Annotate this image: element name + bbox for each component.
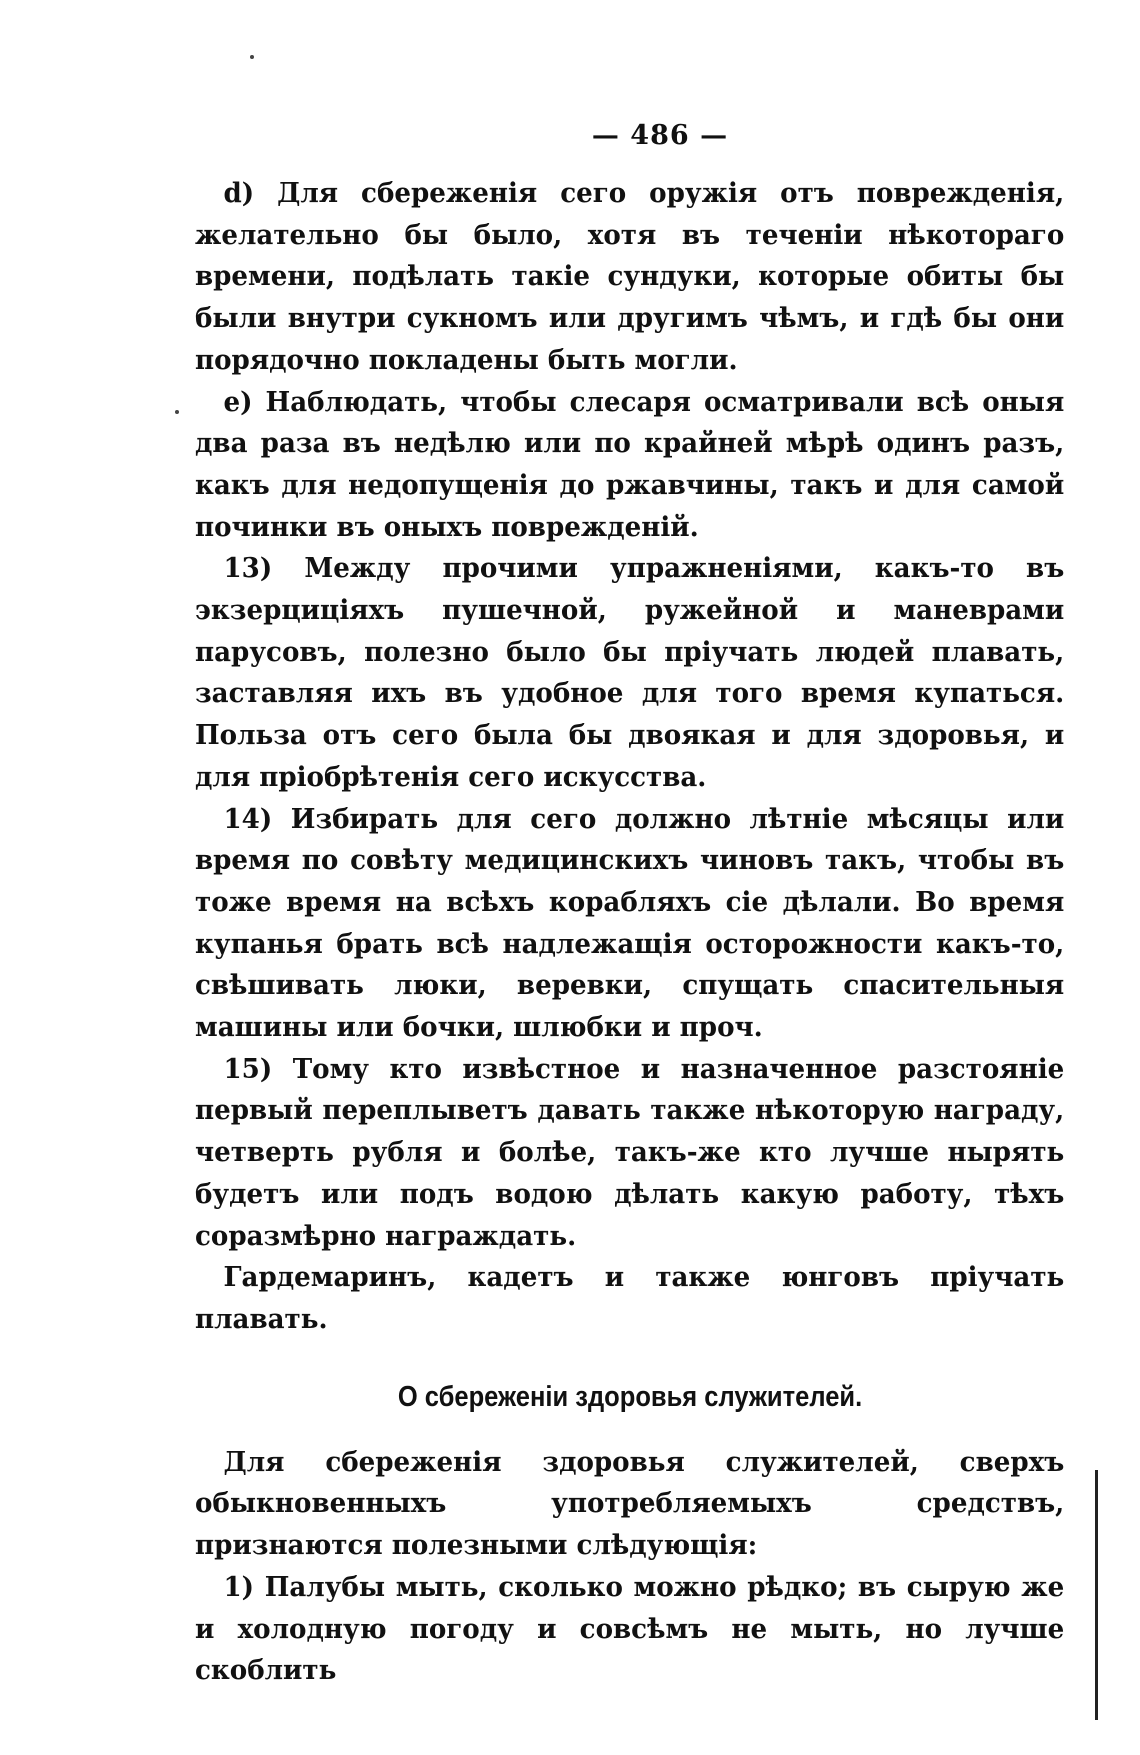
section-heading: О сбереженіи здоровья служителей.: [397, 1380, 863, 1413]
page-number: — 486 —: [591, 120, 729, 151]
page-edge-mark: [1095, 1470, 1098, 1720]
scan-speck: [175, 410, 179, 414]
scan-speck: [250, 55, 254, 59]
paragraph-e: е) Наблюдать, чтобы слесаря осматривали всѣ оныя два раза въ недѣлю или по крайней мѣрѣ одинъ разъ, какъ для недопущенія до ржавчины, такъ и для самой починки въ оныхъ поврежденій.: [195, 385, 1065, 543]
paragraph-15: 15) Тому кто извѣстное и назначенное разстояніе первый переплыветъ давать также нѣкоторую награду, четверть рубля и болѣе, такъ-же кто лучше нырять будетъ или подъ водою дѣлать какую работу, тѣхъ соразмѣрно награждать.: [195, 1052, 1065, 1252]
paragraph-d: d) Для сбереженія сего оружія отъ поврежденія, желательно бы было, хотя въ теченіи нѣкотораго времени, подѣлать такіе сундуки, которые обиты бы были внутри сукномъ или другимъ чѣмъ, и гдѣ бы они порядочно покладены быть могли.: [195, 177, 1065, 376]
paragraph-14: 14) Избирать для сего должно лѣтніе мѣсяцы или время по совѣту медицинскихъ чиновъ такъ, чтобы въ тоже время на всѣхъ корабляхъ сіе дѣлали. Во время купанья брать всѣ надлежащія осторожности какъ-то, свѣшивать люки, веревки, спущать спасительныя машины или бочки, шлюбки и проч.: [195, 802, 1065, 1044]
section-intro: Для сбереженія здоровья служителей, сверхъ обыкновенныхъ употребляемыхъ средствъ, признаются полезными слѣдующія:: [195, 1445, 1065, 1562]
paragraph-cadets: Гардемаринъ, кадетъ и также юнговъ пріучать плавать.: [195, 1261, 1065, 1335]
paragraph-13: 13) Между прочими упражненіями, какъ-то въ экзерциціяхъ пушечной, ружейной и маневрами парусовъ, полезно было бы пріучать людей плавать, заставляя ихъ въ удобное для того время купаться. Польза отъ сего была бы двоякая и для здоровья, и для пріобрѣтенія сего искусства.: [195, 552, 1065, 793]
section-item-1: 1) Палубы мыть, сколько можно рѣдко; въ сырую же и холодную погоду и совсѣмъ не мыть, но лучше скоблить: [195, 1570, 1065, 1687]
page-content: [195, 120, 1065, 1692]
